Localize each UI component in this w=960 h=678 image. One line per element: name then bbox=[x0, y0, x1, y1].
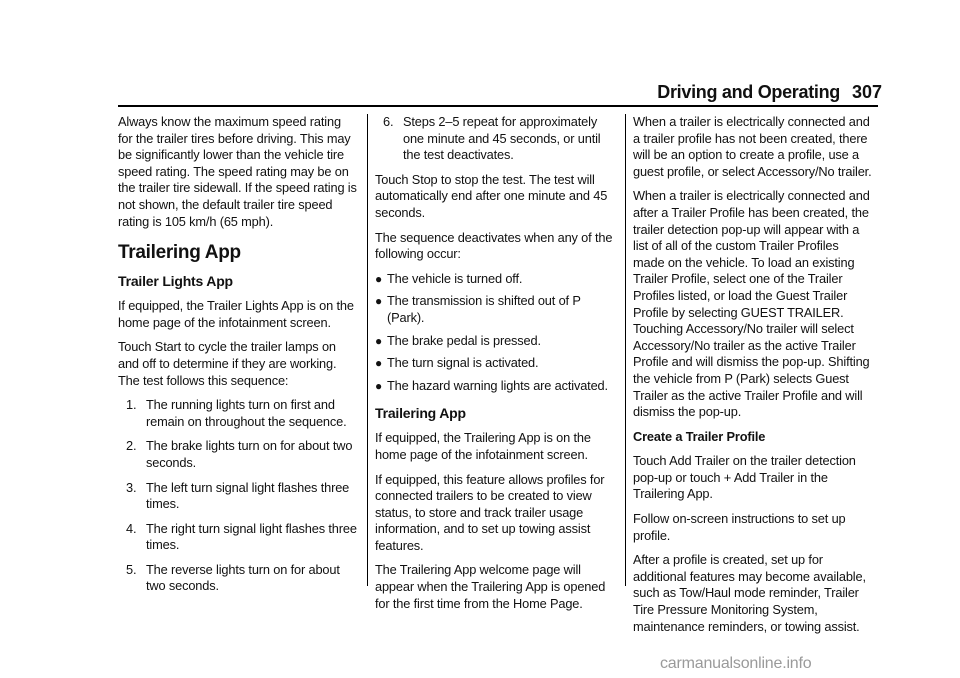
list-item bbox=[375, 378, 615, 395]
subsection-heading: Trailer Lights App bbox=[118, 273, 233, 290]
paragraph: After a profile is created, set up for additional features may become available, such as Tow/Haul mode reminder, Trailer Tire Pressure Monitoring System, maintenance reminders, or towing assist. bbox=[633, 552, 866, 634]
paragraph: Touch Stop to stop the test. The test will automatically end after one minute and 45 seconds. bbox=[375, 171, 608, 220]
watermark: carmanualsonline.info bbox=[660, 655, 812, 672]
step-number: 5. bbox=[126, 561, 137, 577]
bullet-text: The vehicle is turned off. bbox=[387, 270, 523, 286]
column-left bbox=[118, 114, 358, 603]
paragraph: If equipped, this feature allows profiles for connected trailers to be created to view status, to store and track trailer usage information, and to set up towing assist features. bbox=[375, 471, 605, 553]
header-rule bbox=[118, 105, 878, 107]
list-item bbox=[375, 333, 615, 350]
section-heading: Trailering App bbox=[118, 242, 241, 264]
column-right bbox=[633, 114, 873, 643]
list-item bbox=[383, 114, 615, 164]
paragraph: When a trailer is electrically connected and a trailer profile has not been created, there will be an option to create a profile, use a guest profile, or select Accessory/No trailer. bbox=[633, 114, 872, 179]
paragraph: Touch Start to cycle the trailer lamps on and off to determine if they are working. The test follows this sequence: bbox=[118, 339, 337, 388]
step-text: The left turn signal light flashes three times. bbox=[146, 479, 350, 512]
step-text: The running lights turn on first and remain on throughout the sequence. bbox=[146, 397, 347, 429]
bullet-icon: ● bbox=[375, 271, 383, 286]
bullet-icon: ● bbox=[375, 294, 383, 309]
paragraph: The sequence deactivates when any of the following occur: bbox=[375, 229, 613, 262]
paragraph: When a trailer is electrically connected and after a Trailer Profile has been created, the trailer detection pop-up will appear with a list of all of the custom Trailer Profiles made on the vehicle. To load an existing Trailer Profile, select one of the Trailer Profiles listed, or load the Guest Trailer Profile by selecting GUEST TRAILER. Touching Accessory/No trailer will select Accessory/No trailer as the active Trailer Profile and will dismiss the pop-up. Shifting the vehicle from P (Park) selects Guest Trailer as the active Trailer Profile and will dismiss the pop-up. bbox=[633, 188, 870, 420]
list-item bbox=[126, 562, 358, 595]
bullet-text: The hazard warning lights are activated. bbox=[387, 377, 608, 393]
paragraph: Touch Add Trailer on the trailer detection pop-up or touch + Add Trailer in the Trailering App. bbox=[633, 453, 856, 502]
step-list bbox=[118, 397, 358, 595]
paragraph: If equipped, the Trailer Lights App is on the home page of the infotainment screen. bbox=[118, 298, 354, 330]
bullet-text: The turn signal is activated. bbox=[387, 355, 539, 371]
intro-paragraph: Always know the maximum speed rating for the trailer tires before driving. This may be significantly lower than the vehicle tire speed rating. The speed rating may be on the trailer tire sidewall. If the speed rating is not shown, the default trailer tire speed rating is 105 km/h (65 mph). bbox=[118, 114, 357, 229]
list-item bbox=[126, 438, 358, 471]
paragraph: If equipped, the Trailering App is on the home page of the infotainment screen. bbox=[375, 430, 591, 462]
bullet-list bbox=[375, 271, 615, 395]
step-list bbox=[375, 114, 615, 164]
column-divider bbox=[625, 114, 626, 586]
step-text: Steps 2–5 repeat for approximately one minute and 45 seconds, or until the test deactivates. bbox=[403, 114, 601, 163]
step-text: The brake lights turn on for about two seconds. bbox=[146, 438, 353, 470]
bullet-icon: ● bbox=[375, 356, 383, 371]
paragraph: Follow on-screen instructions to set up profile. bbox=[633, 511, 846, 543]
paragraph: The Trailering App welcome page will appear when the Trailering App is opened for the first time from the Home Page. bbox=[375, 562, 606, 611]
step-number: 2. bbox=[126, 438, 137, 454]
list-item bbox=[126, 480, 358, 513]
bullet-icon: ● bbox=[375, 378, 383, 393]
step-text: The reverse lights turn on for about two seconds. bbox=[146, 561, 340, 594]
page-number: 307 bbox=[851, 82, 882, 102]
step-number: 6. bbox=[383, 114, 394, 129]
step-number: 1. bbox=[126, 397, 137, 413]
bullet-icon: ● bbox=[375, 333, 383, 348]
list-item bbox=[375, 271, 615, 288]
list-item bbox=[126, 521, 358, 554]
list-item bbox=[375, 293, 615, 326]
bullet-text: The transmission is shifted out of P (Park). bbox=[387, 293, 581, 325]
list-item bbox=[126, 397, 358, 430]
column-middle bbox=[375, 114, 615, 620]
list-item bbox=[375, 355, 615, 372]
page-header bbox=[0, 82, 960, 112]
step-number: 4. bbox=[126, 520, 137, 536]
column-divider bbox=[367, 114, 368, 586]
step-text: The right turn signal light flashes three times. bbox=[146, 520, 357, 553]
bullet-text: The brake pedal is pressed. bbox=[387, 332, 541, 348]
run-in-heading: Create a Trailer Profile bbox=[633, 428, 766, 444]
section-title: Driving and Operating bbox=[657, 82, 840, 102]
step-number: 3. bbox=[126, 479, 137, 495]
subsection-heading: Trailering App bbox=[375, 405, 466, 422]
